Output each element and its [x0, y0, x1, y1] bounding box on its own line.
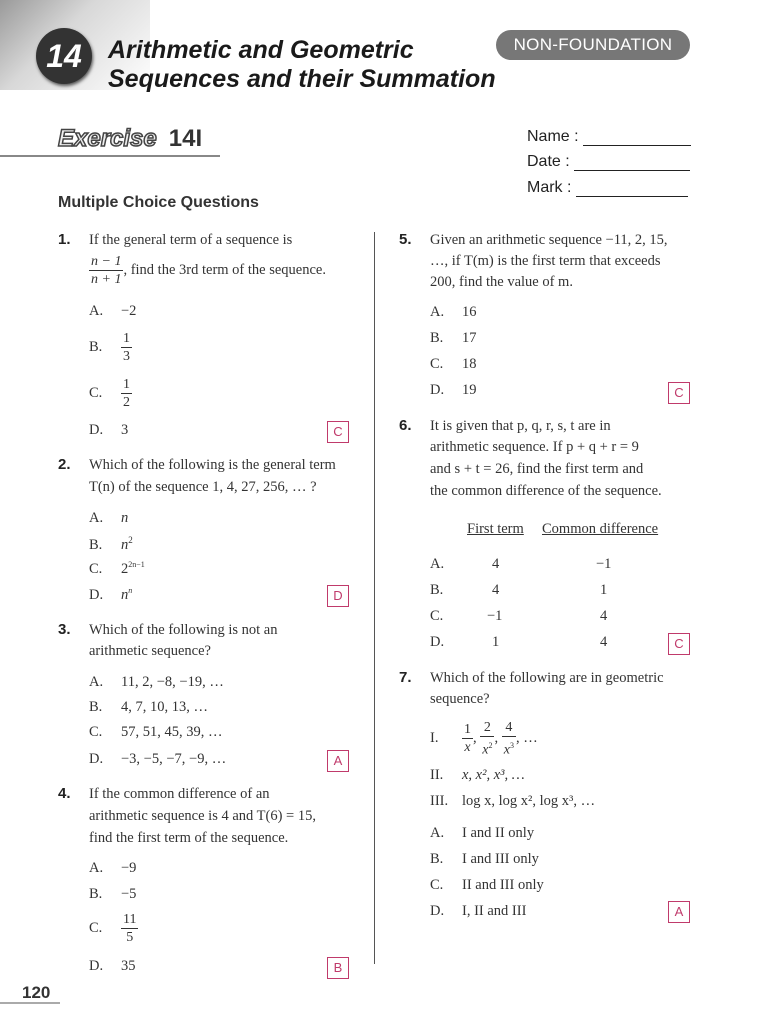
- q7-statement-i: I. $\frac{1}{x}$ , $\frac{2}{x^2}$ , $\frac{4}{x^3}$ , …: [430, 720, 538, 758]
- q2-number: 2.: [58, 456, 71, 473]
- q2-option-c: C. $2^{2n-1}$: [89, 560, 145, 577]
- exercise-word: Exercise: [58, 125, 157, 152]
- q5-answer-box: C: [668, 382, 690, 404]
- q1-option-b: B. $\frac{1}{3}$: [89, 331, 130, 364]
- q2-text-line1: Which of the following is the general term: [89, 457, 336, 473]
- q1-frac-den: n + 1: [91, 272, 122, 287]
- q2-option-d: D. $n^n$: [89, 586, 133, 603]
- q6-row-a-diff: −1: [596, 556, 612, 572]
- q1-fraction: [89, 253, 123, 288]
- q7-option-b: B. I and III only: [430, 851, 539, 867]
- q6-row-d-letter: D.: [430, 634, 445, 650]
- mark-line[interactable]: [576, 182, 688, 197]
- chapter-number-badge: 14: [36, 28, 92, 84]
- q7-statement-iii: III. log x, log x², log x³, …: [430, 793, 596, 809]
- q7-text-line2: sequence?: [430, 691, 490, 707]
- q1-option-c: C. $\frac{1}{2}$: [89, 377, 130, 410]
- q6-text-line1: It is given that p, q, r, s, t are in: [430, 418, 611, 434]
- exercise-underline: [0, 155, 220, 157]
- q6-number: 6.: [399, 417, 412, 434]
- q4-option-b: B. −5: [89, 886, 137, 902]
- date-line[interactable]: [574, 156, 690, 171]
- q4-text-line3: find the first term of the sequence.: [89, 830, 289, 846]
- q4-option-a: A. −9: [89, 860, 137, 876]
- q3-option-d: D. −3, −5, −7, −9, …: [89, 751, 227, 767]
- q1-answer-box: C: [327, 421, 349, 443]
- q6-row-c-first: −1: [487, 608, 503, 624]
- chapter-title-line1: Arithmetic and Geometric: [108, 36, 414, 64]
- q6-text-line4: the common difference of the sequence.: [430, 483, 662, 499]
- section-heading: Multiple Choice Questions: [58, 194, 259, 211]
- q5-text-line3: 200, find the value of m.: [430, 274, 573, 290]
- q6-text-line2: arithmetic sequence. If p + q + r = 9: [430, 439, 639, 455]
- q3-text-line2: arithmetic sequence?: [89, 643, 211, 659]
- exercise-code: 14I: [168, 125, 203, 152]
- q7-number: 7.: [399, 669, 412, 686]
- mark-field[interactable]: [527, 179, 688, 197]
- q6-answer-box: C: [668, 633, 690, 655]
- q5-option-d: D. 19: [430, 382, 477, 398]
- q1-option-a: A. −2: [89, 303, 137, 319]
- date-label: Date :: [527, 153, 570, 170]
- column-divider: [374, 232, 375, 964]
- q6-row-b-letter: B.: [430, 582, 444, 598]
- q7-answer-box: A: [668, 901, 690, 923]
- q6-row-d-diff: 4: [600, 634, 608, 650]
- q1-text-line1: If the general term of a sequence is: [89, 232, 293, 248]
- q3-number: 3.: [58, 621, 71, 638]
- q4-option-d: D. 35: [89, 958, 136, 974]
- chapter-title-line2: Sequences and their Summation: [108, 65, 496, 93]
- q4-option-c: C. $\frac{11}{5}$: [89, 912, 137, 945]
- q5-option-b: B. 17: [430, 330, 477, 346]
- q6-col-first-term: First term: [467, 521, 524, 537]
- q3-option-b: B. 4, 7, 10, 13, …: [89, 699, 208, 715]
- q6-row-d-first: 1: [492, 634, 500, 650]
- q5-text-line1: Given an arithmetic sequence −11, 2, 15,: [430, 232, 668, 248]
- non-foundation-badge: NON-FOUNDATION: [496, 30, 690, 60]
- q1-number: 1.: [58, 231, 71, 248]
- date-field[interactable]: [527, 153, 690, 171]
- q6-row-c-letter: C.: [430, 608, 444, 624]
- exercise-heading: [58, 125, 202, 153]
- q7-option-d: D. I, II and III: [430, 903, 527, 919]
- q6-row-c-diff: 4: [600, 608, 608, 624]
- q3-option-a: A. 11, 2, −8, −19, …: [89, 674, 224, 690]
- q5-text-line2: …, if T(m) is the first term that exceeds: [430, 253, 661, 269]
- q7-option-a: A. I and II only: [430, 825, 535, 841]
- q6-row-b-first: 4: [492, 582, 500, 598]
- q7-statement-ii: II. x, x², x³, …: [430, 767, 525, 783]
- q6-row-b-diff: 1: [600, 582, 608, 598]
- q6-row-a-letter: A.: [430, 556, 445, 572]
- q4-text-line1: If the common difference of an: [89, 786, 270, 802]
- q4-text-line2: arithmetic sequence is 4 and T(6) = 15,: [89, 808, 316, 824]
- q5-option-a: A. 16: [430, 304, 477, 320]
- q3-option-c: C. 57, 51, 45, 39, …: [89, 724, 223, 740]
- q2-option-a: A. n: [89, 510, 129, 526]
- q1-text-line2: [89, 253, 326, 288]
- q1-frac-num: n − 1: [91, 254, 122, 269]
- name-line[interactable]: [583, 131, 691, 146]
- q5-option-c: C. 18: [430, 356, 477, 372]
- q6-col-common-diff: Common difference: [542, 521, 659, 537]
- mark-label: Mark :: [527, 179, 572, 196]
- q2-text-line2: T(n) of the sequence 1, 4, 27, 256, … ?: [89, 479, 317, 495]
- q1-text-tail: , find the 3rd term of the sequence.: [123, 261, 326, 278]
- q3-text-line1: Which of the following is not an: [89, 622, 278, 638]
- q6-text-line3: and s + t = 26, find the first term and: [430, 461, 644, 477]
- page-number: 120: [22, 983, 51, 1002]
- chapter-title: [108, 36, 496, 94]
- name-field[interactable]: [527, 128, 691, 146]
- q3-answer-box: A: [327, 750, 349, 772]
- q4-answer-box: B: [327, 957, 349, 979]
- q6-row-a-first: 4: [492, 556, 500, 572]
- q7-option-c: C. II and III only: [430, 877, 544, 893]
- q4-number: 4.: [58, 785, 71, 802]
- page-number-rule: [0, 1002, 60, 1004]
- q5-number: 5.: [399, 231, 412, 248]
- q2-answer-box: D: [327, 585, 349, 607]
- q1-option-d: D. 3: [89, 422, 129, 438]
- name-label: Name :: [527, 128, 579, 145]
- q2-option-b: B. $n^2$: [89, 535, 133, 553]
- q7-text-line1: Which of the following are in geometric: [430, 670, 664, 686]
